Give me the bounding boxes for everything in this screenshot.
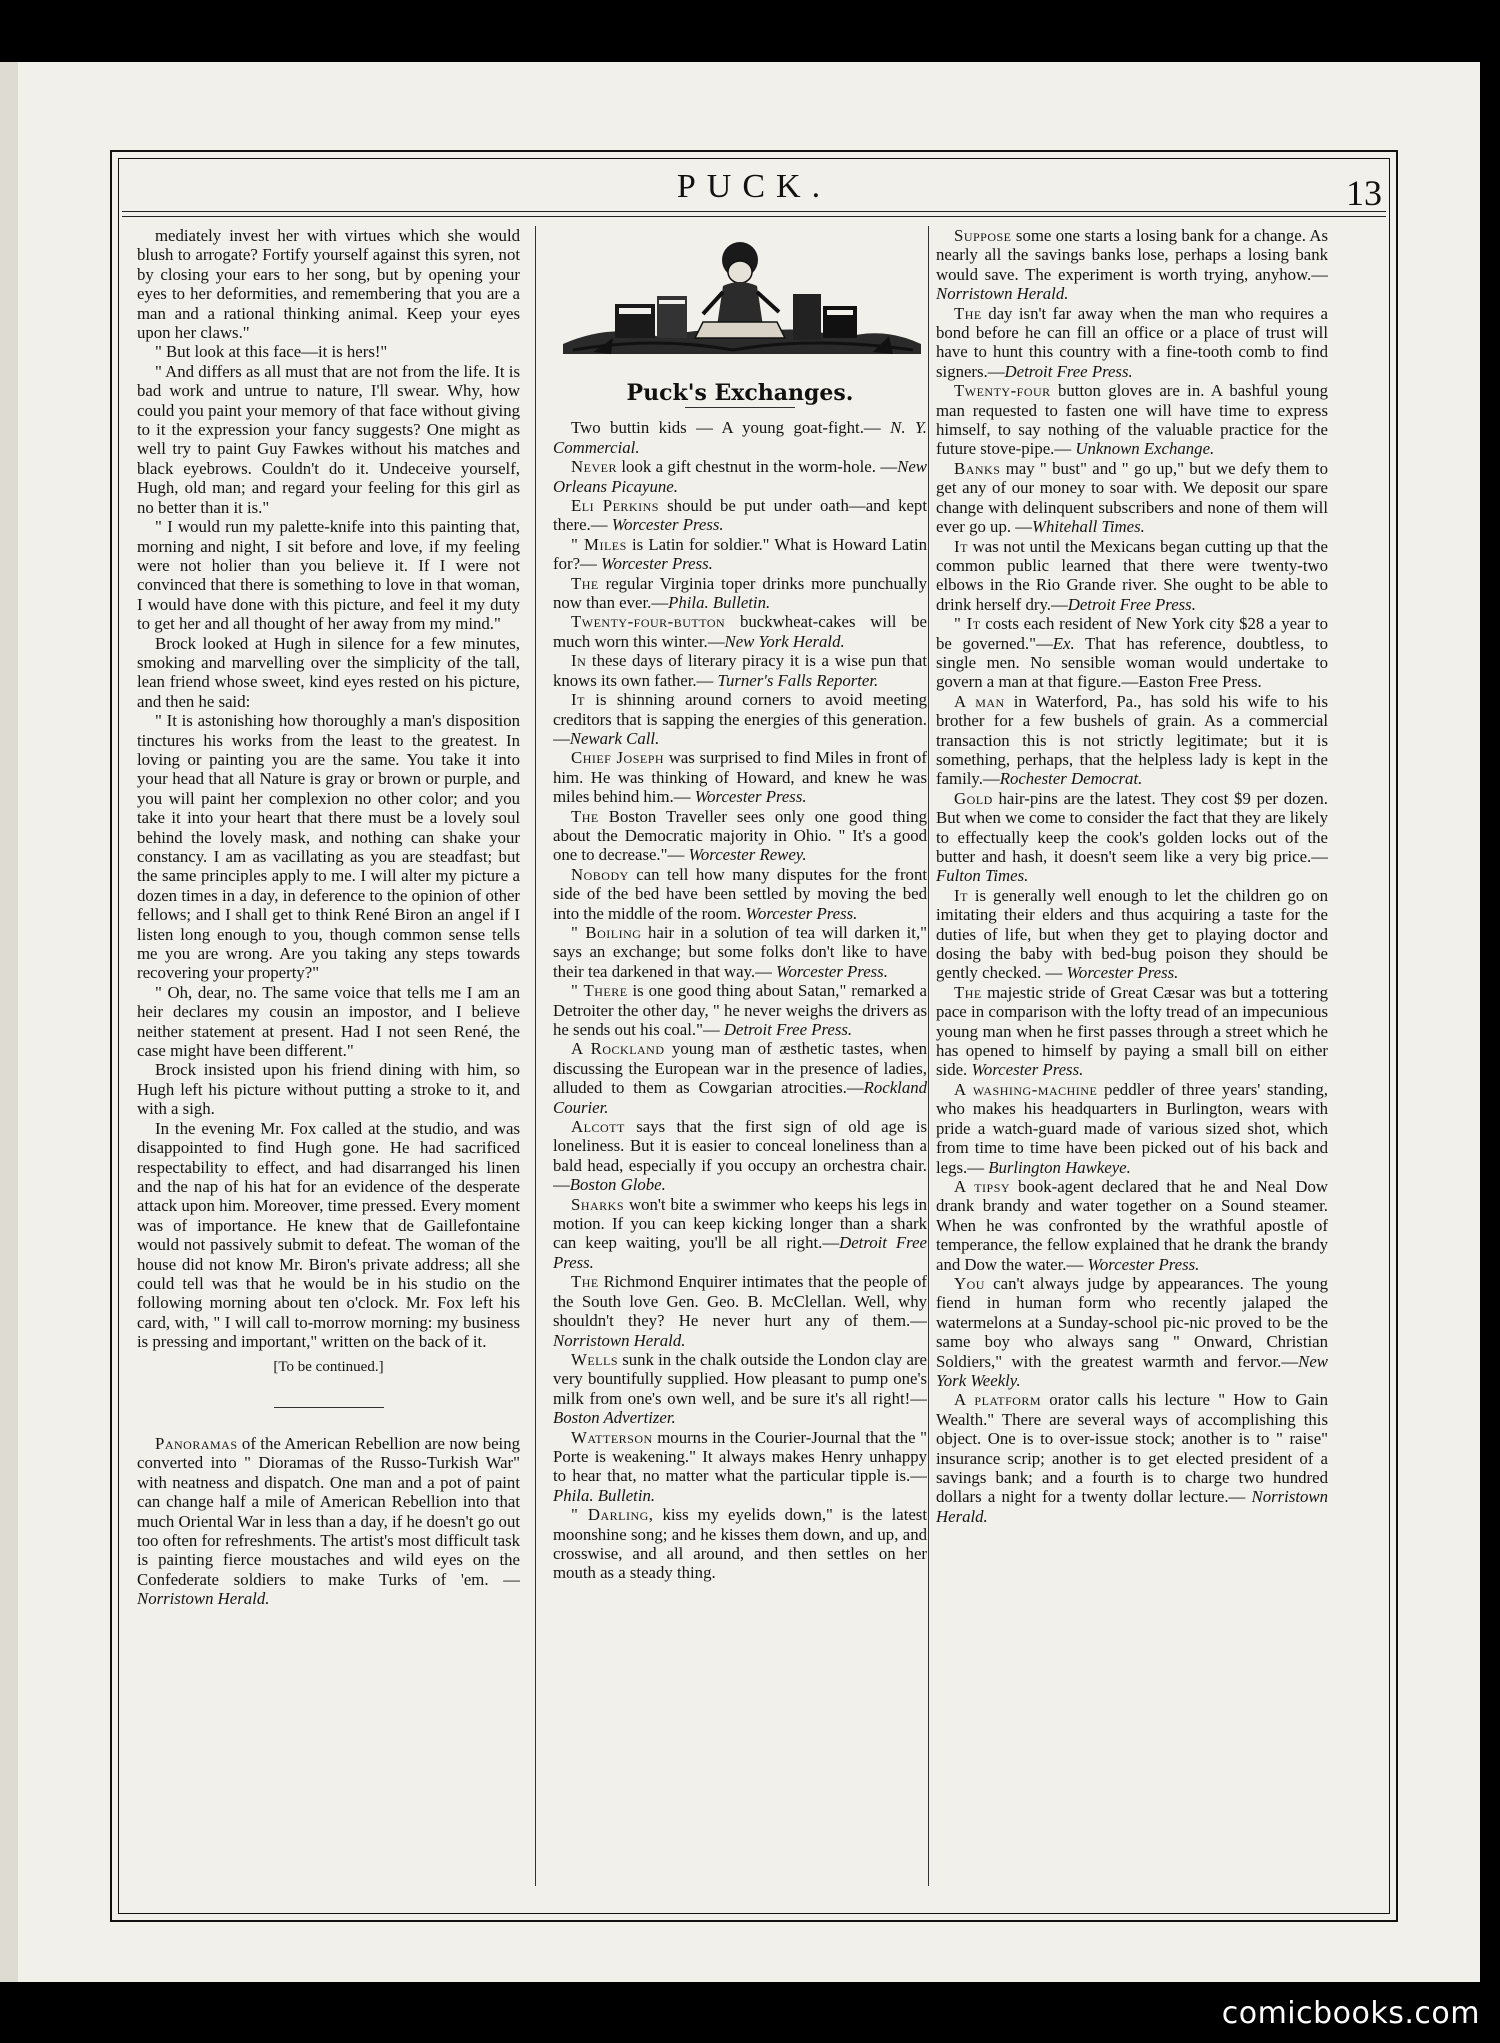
section-separator <box>685 407 795 408</box>
item-text: buckwheat-cakes will be much worn this winter.— <box>553 612 927 651</box>
item-text: majestic stride of Great Cæsar was but a tottering pace in comparison with the lofty tread of an impecunious young man when he first passes through a street which he has opened to himself by paying a small bill on either side. <box>936 982 1328 1080</box>
exchanges-heading: Puck's Exchanges. <box>626 380 854 406</box>
item-text: can't always judge by appearances. The young fiend in human form who recently jalaped the watermelons at a Sunday-school pic-nic proved to be the same boy who always sang " Onward, Christian Soldiers," with the greatest warmth and fervor.— <box>936 1273 1328 1371</box>
column-divider <box>535 226 536 1886</box>
exchange-item <box>936 459 1328 537</box>
puck-vignette-illustration <box>553 226 927 376</box>
exchange-item <box>936 1080 1328 1177</box>
item-lead: Panoramas <box>155 1433 238 1453</box>
item-text: in Waterford, Pa., has sold his wife to his brother for a few bushels of grain. As a commercial transaction this is not strictly legitimate; but it is something, perhaps, that the helpless lady is kept in the family.— <box>936 691 1328 789</box>
item-lead: In <box>571 651 587 671</box>
item-lead: Alcott <box>571 1117 625 1137</box>
item-lead: Nobody <box>571 864 629 884</box>
item-text: won't bite a swimmer who keeps his legs in motion. If you can keep kicking longer than a shark can keep waiting, you'll be all right.— <box>553 1194 927 1253</box>
story-paragraph: " Oh, dear, no. The same voice that tells me I am an heir declares my cousin an impostor, and I believe neither statement at present. Had I not seen René, the case might have been different." <box>137 982 520 1061</box>
item-source: Worcester Press. <box>971 1060 1084 1080</box>
exchange-item <box>553 1272 927 1350</box>
item-text: mourns in the Courier-Journal that the " Porte is weakening." It always makes Henry unhappy to hear that, no matter what the particular tipple is.— <box>553 1427 927 1486</box>
exchanges-column <box>553 226 927 1886</box>
magazine-title: PUCK. <box>676 168 832 205</box>
exchange-item <box>553 1505 927 1583</box>
page-number: 13 <box>1346 173 1382 213</box>
item-lead: " Darling, <box>571 1505 654 1525</box>
story-paragraph: " It is astonishing how thoroughly a man's disposition tinctures his works from the least to the greatest. In loving or painting you are the same. You take it into your head that all Nature is gray or brown or purple, and you will paint her complexion no other color; and you take it into your heart that there must be a lovely soul behind the lovely mask, and nothing can shake your constancy. I am as vacillating as you are steadfast; but the same principles apply to me. I will alter my picture a dozen times in a day, in deference to the opinion of other fellows; and I shall get to think René Biron an angel if I listen long enough to you, though common sense tells me you are wrong. Are you taking any steps towards recovering your property?" <box>137 711 520 983</box>
item-lead: Never <box>571 457 617 477</box>
item-source: Detroit Free Press. <box>723 1020 853 1039</box>
column-divider <box>928 226 929 1886</box>
item-lead: A Rockland <box>571 1039 665 1059</box>
item-text: Two buttin kids — A young goat-fight.— <box>571 418 891 438</box>
item-tail: That has reference, doubtless, to single men. No sensible woman would undertake to govern a man at that figure.—Easton Free Press. <box>936 633 1328 692</box>
item-lead: It <box>954 536 968 556</box>
item-lead: " Miles <box>571 534 627 554</box>
exchange-item <box>553 923 927 981</box>
item-source: Norristown Herald. <box>936 1487 1328 1526</box>
item-lead: " There <box>571 981 628 1001</box>
masthead <box>118 168 1390 212</box>
site-watermark: comicbooks.com <box>1221 1996 1480 2031</box>
item-text: is one good thing about Satan," remarked a Detroiter the other day, " he never weighs the drivers as he sends out his coal."— <box>553 981 927 1039</box>
exchange-item <box>553 807 927 865</box>
item-text: these days of literary piracy it is a wise pun that knows its own father.— <box>553 651 927 690</box>
item-lead: Suppose <box>954 226 1012 245</box>
item-source: Rockland Courier. <box>553 1078 927 1117</box>
item-text: young man of æsthetic tastes, when discussing the European war in the presence of ladies, alluded to them as Cowgarian atrocities.— <box>553 1039 927 1098</box>
item-lead: Gold <box>954 788 993 808</box>
item-text: was surprised to find Miles in front of him. He was thinking of Howard, and knew he was miles behind him.— <box>553 748 927 807</box>
item-text: look a gift chestnut in the worm-hole. — <box>616 457 898 477</box>
item-source: Worcester Press. <box>1066 963 1179 983</box>
item-lead: Wells <box>571 1349 619 1369</box>
exchange-item <box>553 1428 927 1506</box>
exchange-item <box>936 692 1328 789</box>
item-lead: Sharks <box>571 1194 625 1214</box>
item-text: was not until the Mexicans began cutting up that the common public learned that there were twenty-two elbows in the Rio Grande river. She ought to be able to drink herself dry.— <box>936 536 1328 614</box>
item-source: New Orleans Picayune. <box>553 457 927 496</box>
item-source: N. Y. Commercial. <box>553 418 927 457</box>
item-lead: The <box>571 806 599 826</box>
item-source: Worcester Press. <box>611 515 724 535</box>
item-lead: It <box>571 690 585 710</box>
item-lead: " It <box>954 614 981 634</box>
exchange-item <box>936 226 1328 304</box>
item-text: orator calls his lecture " How to Gain Wealth." There are several ways of accomplishing this object. One is to over-issue stock; another is to " raise" insurance scrip; another is to get elected president of a savings bank; and a fourth is to charge two hundred dollars a night for a twenty dollar lecture.— <box>936 1390 1328 1507</box>
exchange-item <box>553 418 927 457</box>
item-source: Phila. Bulletin. <box>553 1485 656 1505</box>
item-source: Worcester Rewey. <box>688 845 807 865</box>
exchange-item <box>936 983 1328 1080</box>
exchange-item <box>553 457 927 496</box>
story-paragraph: mediately invest her with virtues which she would blush to arrogate? Fortify yourself against this syren, not by closing your ears to her song, but by opening your eyes to her deformities, and remembering that you are a man and a rational thinking animal. Keep your eyes upon her claws." <box>137 226 520 343</box>
item-source: Norristown Herald. <box>553 1330 686 1350</box>
item-source: Phila. Bulletin. <box>668 593 771 613</box>
item-text: day isn't far away when the man who requires a bond before he can fill an office or a place of trust will have to hunt this country with a fine-tooth comb to find signers.— <box>936 303 1328 381</box>
item-source: Newark Call. <box>569 728 660 748</box>
item-source: Boston Advertizer. <box>553 1408 676 1428</box>
item-lead: You <box>954 1273 985 1293</box>
item-source: Unknown Exchange. <box>1075 439 1215 459</box>
item-source: Rochester Democrat. <box>999 769 1143 789</box>
item-source: Worcester Press. <box>601 554 713 574</box>
item-text: Boston Traveller sees only one good thing about the Democratic majority in Ohio. " It's a good one to decrease."— <box>553 806 927 865</box>
exchange-item <box>553 535 927 574</box>
item-text: kiss my eyelids down," is the latest moonshine song; and he kisses them down, and up, and crosswise, and all around, and then settles on her mouth as a steady thing. <box>553 1505 927 1583</box>
item-text: hair in a solution of tea will darken it," says an exchange; but some folks don't like to have their tea darkened in that way.— <box>553 922 927 981</box>
section-separator <box>274 1407 384 1408</box>
exchange-item <box>553 651 927 690</box>
item-text: regular Virginia toper drinks more punchually now than ever.— <box>553 573 927 613</box>
story-paragraph: In the evening Mr. Fox called at the studio, and was disappointed to find Hugh gone. He had sacrificed respectability to effect, and had disarranged his linen and the nap of his hat for an evidence of the desperate attack upon him. Moreover, time pressed. Every moment was of importance. He knew that de Gaillefontaine would not passively submit to defeat. The woman of the house did not know Mr. Biron's private address; all she could tell was that he would be in his studio on the following morning about ten o'clock. Mr. Fox left his card, with, " I will call to-morrow morning: my business is pressing and important," written on the back of it. <box>137 1118 520 1352</box>
exchange-item <box>553 748 927 806</box>
item-lead: The <box>571 1272 599 1292</box>
item-source: Norristown Herald. <box>137 1589 270 1609</box>
exchange-item <box>936 789 1328 886</box>
exchange-item <box>936 1177 1328 1274</box>
exchange-item <box>553 1039 927 1117</box>
item-source: Whitehall Times. <box>1032 517 1145 537</box>
story-paragraph: " I would run my palette-knife into this painting that, morning and night, I sit before and love, if my feeling were not holier than you believe it. If I were not convinced that there is something to love in that woman, I would have done with this picture, and feel it my duty to get her and all thought of her away from my mind." <box>137 517 520 634</box>
masthead-rule <box>122 211 1386 217</box>
item-lead: The <box>954 982 982 1002</box>
item-source: Worcester Press. <box>776 961 888 981</box>
exchange-item <box>553 981 927 1039</box>
item-source: Worcester Press. <box>745 903 858 923</box>
exchange-item <box>553 574 927 613</box>
item-text: is generally well enough to let the children go on imitating their elders and thus acquiring a taste for the duties of life, but when they get to playing doctor and dosing the baby with bed-bug poison they should be gently checked. — <box>936 885 1328 983</box>
to-be-continued: [To be continued.] <box>273 1358 384 1375</box>
item-lead: Eli Perkins <box>571 496 659 516</box>
item-source: Fulton Times. <box>936 866 1029 886</box>
item-lead: Watterson <box>571 1427 653 1447</box>
item-source: Ex. <box>1052 633 1075 653</box>
item-text: may " bust" and " go up," but we defy them to get any of our money to soar with. We deposit our spare change with delinquent subscribers and none of them will ever go up. — <box>936 458 1328 537</box>
story-column <box>137 226 520 1886</box>
item-text: should be put under oath—and kept there.— <box>553 496 927 535</box>
exchange-item <box>553 496 927 535</box>
item-source: Detroit Free Press. <box>1067 594 1196 614</box>
item-text: is shinning around corners to avoid meeting creditors that is sapping the energies of this generation.— <box>553 690 927 748</box>
item-text: sunk in the chalk outside the London clay are very bountifully supplied. How pleasant to pump one's milk from one's own well, and be sure it's all right!— <box>553 1349 927 1408</box>
item-source: Worcester Press. <box>1087 1254 1200 1274</box>
story-paragraph: Brock looked at Hugh in silence for a few minutes, smoking and marvelling over the simplicity of the tall, lean friend whose sweet, kind eyes rested on his picture, and then he said: <box>137 633 520 711</box>
item-text: says that the first sign of old age is loneliness. But it is easier to conceal loneliness than a bald head, especially if you occupy an orchestra chair.— <box>553 1117 927 1195</box>
item-lead: A tipsy <box>954 1176 1011 1196</box>
item-lead: " Boiling <box>571 922 642 942</box>
story-paragraph: Brock insisted upon his friend dining with him, so Hugh left his picture without putting a stroke to it, and with a sigh. <box>137 1060 520 1119</box>
item-source: Detroit Free Press. <box>1004 361 1133 381</box>
item-source: Worcester Press. <box>694 787 807 807</box>
panoramas-item <box>137 1434 520 1609</box>
item-text: peddler of three years' standing, who makes his headquarters in Burlington, wears with pride a watch-guard made of various sized shot, which from time to time have been picked out of his back and legs.— <box>936 1079 1328 1177</box>
item-lead: A washing-machine <box>954 1079 1098 1099</box>
exchange-item <box>553 612 927 651</box>
item-lead: Twenty-four <box>954 381 1051 401</box>
item-source: Norristown Herald. <box>936 284 1069 304</box>
item-source: New York Weekly. <box>936 1351 1328 1390</box>
item-source: New York Herald. <box>724 631 845 651</box>
exchange-item <box>936 886 1328 983</box>
story-paragraph: " But look at this face—it is hers!" <box>155 342 388 362</box>
item-source: Boston Globe. <box>569 1175 666 1195</box>
item-lead: The <box>954 303 982 323</box>
story-paragraph: " And differs as all must that are not from the life. It is bad work and untrue to nature, I'll swear. Why, how could you paint your memory of that face without giving to it the expression your fancy suggests? One might as well try to paint Guy Fawkes without his matches and black eyebrows. Couldn't do it. Undeceive yourself, Hugh, old man; and regard your feeling for this girl as no better than it is." <box>137 361 520 517</box>
item-lead: A man <box>954 691 1005 711</box>
exchange-item <box>553 1350 927 1428</box>
exchange-item <box>553 1117 927 1195</box>
exchange-item <box>936 614 1328 692</box>
item-text: book-agent declared that he and Neal Dow drank brandy and water together on a Sound steamer. When he was confronted by the wrathful apostle of temperance, the fellow explained that he drank the brandy and Dow the water.— <box>936 1176 1328 1274</box>
item-lead: The <box>571 573 599 593</box>
item-text: is Latin for soldier." What is Howard Latin for?— <box>553 534 927 574</box>
exchanges-column-continued <box>936 226 1328 1886</box>
item-text: of the American Rebellion are now being converted into " Dioramas of the Russo-Turkish War" with neatness and dispatch. One man and a pot of paint can change half a mile of American Rebellion into that much Oriental War in less than a day, if he doesn't go out too often for refreshments. The artist's most difficult task is painting fierce moustaches and wild eyes on the Confederate soldiers to make Turks of 'em. — <box>137 1433 520 1589</box>
item-lead: Twenty-four-button <box>571 612 726 632</box>
exchange-item <box>553 1195 927 1273</box>
exchange-item <box>936 1390 1328 1526</box>
exchange-item <box>936 1274 1328 1390</box>
item-lead: It <box>954 885 968 905</box>
item-source: Burlington Hawkeye. <box>988 1157 1131 1177</box>
exchange-item <box>553 690 927 748</box>
item-lead: Banks <box>954 458 1001 478</box>
exchange-item <box>553 865 927 923</box>
item-lead: Chief Joseph <box>571 748 665 768</box>
exchange-item <box>936 537 1328 615</box>
item-text: costs each resident of New York city $28 a year to be governed."— <box>936 614 1328 653</box>
item-text: Richmond Enquirer intimates that the people of the South love Gen. Geo. B. McClellan. Well, why shouldn't they? He never hurt any of them.— <box>553 1272 927 1331</box>
item-text: can tell how many disputes for the front side of the bed have been settled by moving the bed into the middle of the room. <box>553 864 927 923</box>
item-text: button gloves are in. A bashful young man requested to fasten one will have time to express himself, to say nothing of the valuable practice for the future stove-pipe.— <box>936 381 1328 459</box>
item-lead: A platform <box>954 1390 1042 1410</box>
exchange-item <box>936 381 1328 459</box>
item-text: some one starts a losing bank for a change. As nearly all the savings banks lose, perhaps a losing bank would save. The experiment is worth trying, anyhow.— <box>936 226 1328 284</box>
exchange-item <box>936 304 1328 382</box>
item-source: Detroit Free Press. <box>553 1233 927 1272</box>
item-source: Turner's Falls Reporter. <box>717 670 879 690</box>
item-text: hair-pins are the latest. They cost $9 per dozen. But when we come to consider the fact that they are likely to effectually keep the cook's golden locks out of the butter and hash, it doesn't seem like a very big price.— <box>936 788 1328 866</box>
